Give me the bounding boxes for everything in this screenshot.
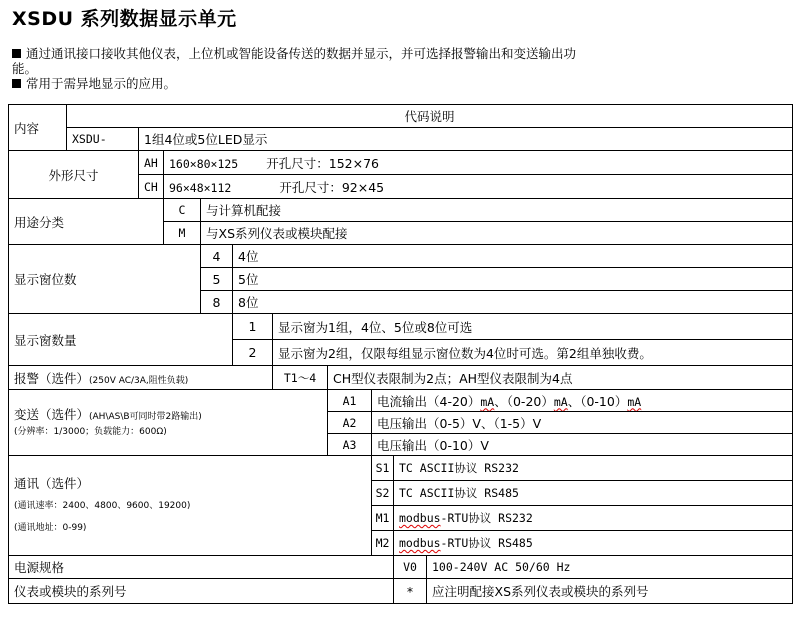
table-row (9, 579, 793, 604)
digits-desc: 5位 (233, 268, 793, 291)
size-code: AH (139, 151, 164, 175)
transmit-desc: 电压输出（0-5）V、（1-5）V (372, 412, 793, 434)
series-desc: 应注明配接XS系列仪表或模块的系列号 (427, 579, 793, 604)
windows-desc: 显示窗为1组，4位、5位或8位可选 (273, 314, 793, 340)
bullet-1: 通过通讯接口接收其他仪表，上位机或智能设备传送的数据并显示，并可选择报警输出和变送输出功 (12, 46, 712, 61)
bullet-2: 常用于需异地显示的应用。 (12, 76, 712, 91)
table-row (9, 105, 793, 128)
table-row (9, 390, 793, 412)
transmit-desc: 电流输出（4-20）mA、（0-20）mA、（0-10）mA (372, 390, 793, 412)
square-bullet-icon (12, 79, 21, 88)
table-row (9, 128, 793, 151)
bullet-1-cont: 能。 (12, 61, 38, 76)
table-row (9, 151, 793, 175)
comm-label: 通讯（选件） (通讯速率：2400、4800、9600、19200) (通讯地址：0-99) (9, 456, 372, 556)
comm-code: M1 (372, 506, 394, 531)
digits-desc: 4位 (233, 245, 793, 268)
usage-label: 用途分类 (9, 199, 164, 245)
table-row (9, 456, 793, 481)
power-label: 电源规格 (9, 556, 394, 579)
transmit-label: 变送（选件）(AH\AS\B可同时带2路输出) (分辨率：1/3000；负载能力：600Ω) (9, 390, 328, 456)
comm-code: S1 (372, 456, 394, 481)
table-row (9, 314, 793, 340)
usage-code: C (164, 199, 201, 222)
power-desc: 100-240V AC 50/60 Hz (427, 556, 793, 579)
table-row (9, 199, 793, 222)
alarm-label: 报警（选件）(250V AC/3A,阻性负载) (9, 366, 273, 390)
windows-desc: 显示窗为2组，仅限每组显示窗位数为4位时可选。第2组单独收费。 (273, 340, 793, 366)
content-label: 内容 (9, 105, 67, 151)
digits-label: 显示窗位数 (9, 245, 201, 314)
comm-code: S2 (372, 481, 394, 506)
windows-code: 1 (233, 314, 273, 340)
usage-desc: 与XS系列仪表或模块配接 (201, 222, 793, 245)
digits-code: 8 (201, 291, 233, 314)
table-row (9, 366, 793, 390)
table-row (9, 245, 793, 268)
model-code: XSDU- (67, 128, 139, 151)
digits-code: 4 (201, 245, 233, 268)
series-code: * (394, 579, 427, 604)
transmit-code: A3 (328, 434, 372, 456)
usage-desc: 与计算机配接 (201, 199, 793, 222)
code-desc-header: 代码说明 (67, 105, 793, 128)
alarm-desc: CH型仪表限制为2点；AH型仪表限制为4点 (328, 366, 793, 390)
digits-code: 5 (201, 268, 233, 291)
transmit-desc: 电压输出（0-10）V (372, 434, 793, 456)
model-desc: 1组4位或5位LED显示 (139, 128, 793, 151)
comm-code: M2 (372, 531, 394, 556)
size-label: 外形尺寸 (9, 151, 139, 199)
comm-desc: TC ASCII协议 RS232 (394, 456, 793, 481)
transmit-code: A1 (328, 390, 372, 412)
comm-desc: modbus-RTU协议 RS485 (394, 531, 793, 556)
digits-desc: 8位 (233, 291, 793, 314)
alarm-code: T1～4 (273, 366, 328, 390)
windows-label: 显示窗数量 (9, 314, 233, 366)
page-title: XSDU 系列数据显示单元 (12, 8, 237, 30)
series-label: 仪表或模块的系列号 (9, 579, 394, 604)
intro-bullets (12, 46, 712, 91)
size-code: CH (139, 175, 164, 199)
spec-table (8, 104, 793, 604)
comm-desc: TC ASCII协议 RS485 (394, 481, 793, 506)
windows-code: 2 (233, 340, 273, 366)
square-bullet-icon (12, 49, 21, 58)
comm-desc: modbus-RTU协议 RS232 (394, 506, 793, 531)
size-desc: 96×48×112 开孔尺寸：92×45 (164, 175, 793, 199)
power-code: V0 (394, 556, 427, 579)
size-desc: 160×80×125 开孔尺寸：152×76 (164, 151, 793, 175)
transmit-code: A2 (328, 412, 372, 434)
table-row (9, 556, 793, 579)
usage-code: M (164, 222, 201, 245)
